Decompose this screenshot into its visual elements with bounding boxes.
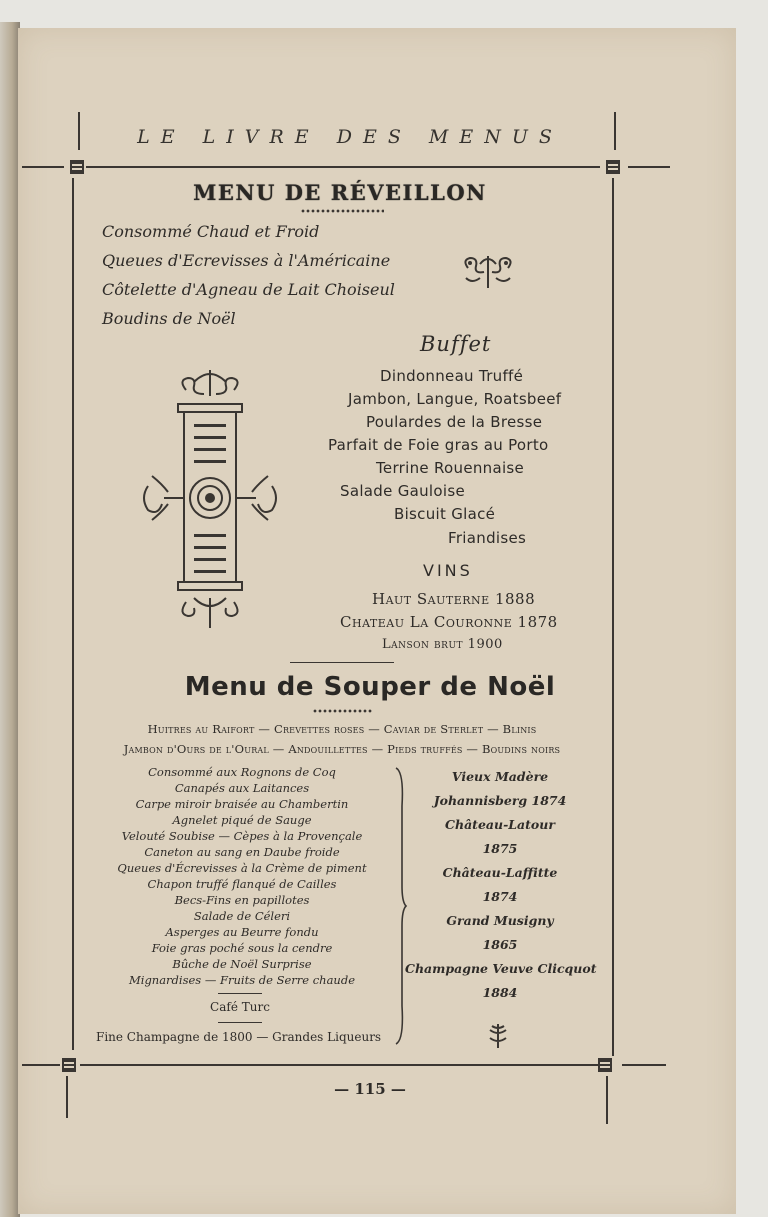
souper-wine: Vieux Madère [451,769,549,784]
frame-corner-top-right [606,160,620,174]
frame-bottom-rule [80,1064,598,1066]
fleuron-icon [486,1022,510,1050]
reveillon-title: MENU DE RÉVEILLON [193,180,487,205]
souper-dish-list [92,764,392,988]
buffet-title: Buffet [420,332,492,356]
souper-wine: Johannisberg 1874 [433,793,567,808]
liqueurs-line: Fine Champagne de 1800 — Grandes Liqueurs [96,1030,382,1044]
buffet-item: Dindonneau Truffé [380,367,524,385]
frame-top-rule [86,166,600,168]
souper-dish: Queues d'Écrevisses à la Crème de piment [117,861,367,875]
souper-dish: Foie gras poché sous la cendre [151,941,333,955]
souper-wine: 1874 [482,889,518,904]
frame-corner-bottom-left [62,1058,76,1072]
frame-bottom-right-stub [622,1064,666,1066]
buffet-item: Parfait de Foie gras au Porto [328,436,549,454]
souper-wine: 1875 [482,841,518,856]
souper-dish: Mignardises — Fruits de Serre chaude [128,973,355,987]
frame-corner-top-left [70,160,84,174]
souper-dish: Caneton au sang en Daube froide [144,845,340,859]
frame-bottom-left-tick [66,1076,68,1118]
souper-wine-list [405,765,595,1005]
souper-hors-doeuvre-line: Huitres au Raifort — Crevettes roses — Caviar de Sterlet — Blinis [147,722,537,736]
souper-wine: Château-Laffitte [442,865,558,880]
souper-hors-doeuvre-line: Jambon d'Ours de l'Oural — Andouillettes — Pieds truffés — Boudins noirs [123,742,561,756]
title-underline-ornament [300,208,384,214]
souper-wine: 1865 [482,937,518,952]
column-ornament-icon [138,366,282,632]
souper-dish: Chapon truffé flanqué de Cailles [147,877,337,891]
souper-wine: Grand Musigny [446,913,554,928]
wine-item: Chateau La Couronne 1878 [340,613,558,631]
frame-top-right-tick [614,112,616,150]
reveillon-dish: Boudins de Noël [102,309,236,328]
frame-bottom-right-tick [606,1076,608,1124]
reveillon-dish: Côtelette d'Agneau de Lait Choiseul [102,280,395,299]
souper-dish: Agnelet piqué de Sauge [172,813,312,827]
souper-dish: Velouté Soubise — Cèpes à la Provençale [121,829,363,843]
section-divider [290,662,394,663]
frame-top-left-tick [78,112,80,150]
buffet-item: Biscuit Glacé [394,505,496,523]
souper-dish: Canapés aux Laitances [174,781,310,795]
souper-wine: Champagne Veuve Clicquot [405,961,597,976]
reveillon-dish: Consommé Chaud et Froid [102,222,320,241]
souper-title: Menu de Souper de Noël [184,672,556,702]
scroll-ornament-icon [458,250,518,294]
souper-wine: Château-Latour [445,817,555,832]
buffet-item: Jambon, Langue, Roatsbeef [348,390,562,408]
vins-title: VINS [423,561,473,580]
frame-right-rule [612,178,614,1056]
frame-top-left-stub [22,166,64,168]
souper-dish: Carpe miroir braisée au Chambertin [135,797,349,811]
page-number: — 115 — [334,1080,406,1098]
souper-dish: Bûche de Noël Surprise [172,957,312,971]
souper-dish: Becs-Fins en papillotes [174,893,310,907]
frame-bottom-left-stub [22,1064,60,1066]
souper-dish: Asperges au Beurre fondu [165,925,319,939]
frame-corner-bottom-right [598,1058,612,1072]
wine-item: Lanson brut 1900 [382,637,503,652]
souper-dish: Consommé aux Rognons de Coq [148,765,336,779]
frame-top-right-stub [628,166,670,168]
buffet-item: Salade Gauloise [340,482,465,500]
cafe-divider [218,1022,262,1023]
souper-dish: Salade de Céleri [193,909,291,923]
souper-underline-ornament [312,708,372,714]
wine-item: Haut Sauterne 1888 [372,590,536,608]
buffet-item: Terrine Rouennaise [376,459,525,477]
frame-left-rule [72,178,74,1050]
book-gutter [0,22,20,1217]
cafe-line: Café Turc [210,1000,270,1014]
souper-wine: 1884 [482,985,518,1000]
cafe-divider [218,993,262,994]
running-head: LE LIVRE DES MENUS [137,126,563,148]
buffet-item: Friandises [448,529,527,547]
reveillon-dish: Queues d'Ecrevisses à l'Américaine [102,251,391,270]
buffet-item: Poulardes de la Bresse [366,413,543,431]
